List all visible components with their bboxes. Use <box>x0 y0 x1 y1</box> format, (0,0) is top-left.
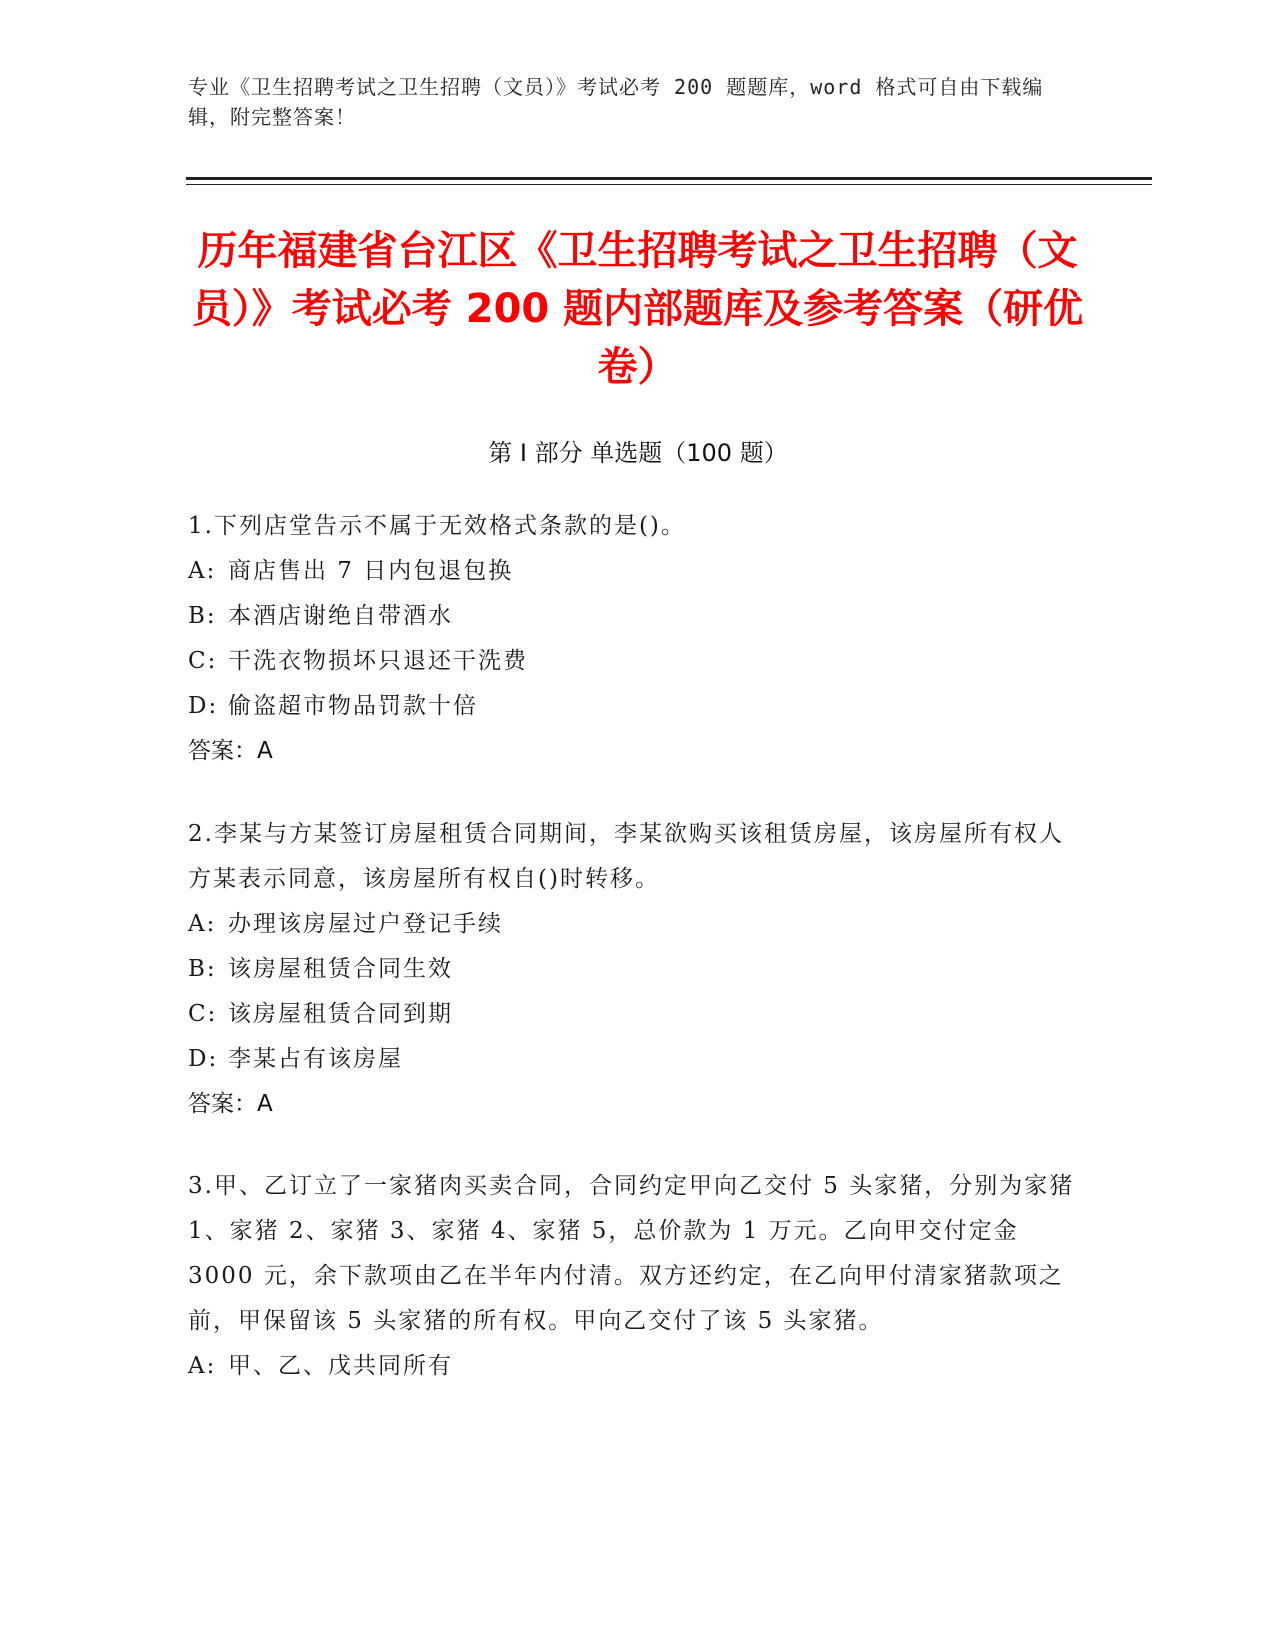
option-key: C: <box>188 648 218 674</box>
question-2 <box>188 812 1088 1127</box>
question-text: 2.李某与方某签订房屋租赁合同期间，李某欲购买该租赁房屋，该房屋所有权人方某表示同意，该房屋所有权自()时转移。 <box>188 821 1064 892</box>
option-text: 干洗衣物损坏只退还干洗费 <box>228 648 528 674</box>
question-1 <box>188 504 1088 774</box>
option-b <box>188 594 1088 639</box>
section-title: 第 I 部分 单选题（100 题） <box>488 439 788 467</box>
option-a <box>188 902 1088 947</box>
header-rule-thin <box>186 184 1152 185</box>
option-key: D: <box>188 693 219 719</box>
option-key: A: <box>188 1353 217 1379</box>
option-text: 办理该房屋过户登记手续 <box>228 911 503 937</box>
option-key: C: <box>188 1001 218 1027</box>
option-key: D: <box>188 1046 219 1072</box>
header-rule-thick <box>186 177 1152 180</box>
option-key: A: <box>188 558 217 584</box>
option-text: 李某占有该房屋 <box>228 1046 403 1072</box>
question-text: 1.下列店堂告示不属于无效格式条款的是()。 <box>188 513 686 539</box>
option-text: 该房屋租赁合同到期 <box>228 1001 453 1027</box>
answer: 答案：A <box>188 1091 273 1117</box>
option-text: 商店售出 7 日内包退包换 <box>228 558 514 584</box>
option-a <box>188 549 1088 594</box>
option-a <box>188 1344 1088 1389</box>
question-3 <box>188 1164 1088 1389</box>
option-text: 偷盗超市物品罚款十倍 <box>228 693 478 719</box>
option-d <box>188 684 1088 729</box>
option-key: B: <box>188 956 217 982</box>
document-title: 历年福建省台江区《卫生招聘考试之卫生招聘（文员）》考试必考 200 题内部题库及参考答案（研优卷） <box>191 228 1084 390</box>
option-b <box>188 947 1088 992</box>
answer: 答案：A <box>188 738 273 764</box>
header-note: 专业《卫生招聘考试之卫生招聘（文员）》考试必考 200 题题库，word 格式可自由下载编辑，附完整答案！ <box>188 75 1044 129</box>
option-text: 本酒店谢绝自带酒水 <box>228 603 453 629</box>
option-c <box>188 992 1088 1037</box>
option-text: 该房屋租赁合同生效 <box>228 956 453 982</box>
option-key: B: <box>188 603 217 629</box>
option-c <box>188 639 1088 684</box>
option-key: A: <box>188 911 217 937</box>
option-d <box>188 1037 1088 1082</box>
option-text: 甲、乙、戊共同所有 <box>228 1353 453 1379</box>
question-text: 3.甲、乙订立了一家猪肉买卖合同，合同约定甲向乙交付 5 头家猪，分别为家猪 1、家猪 2、家猪 3、家猪 4、家猪 5，总价款为 1 万元。乙向甲交付定金 3000 元，余下款项由乙在半年内付清。双方还约定，在乙向甲付清家猪款项之前，甲保留该 5 头家猪的所有权。甲向乙交付了该 5 头家猪。 <box>188 1173 1075 1334</box>
